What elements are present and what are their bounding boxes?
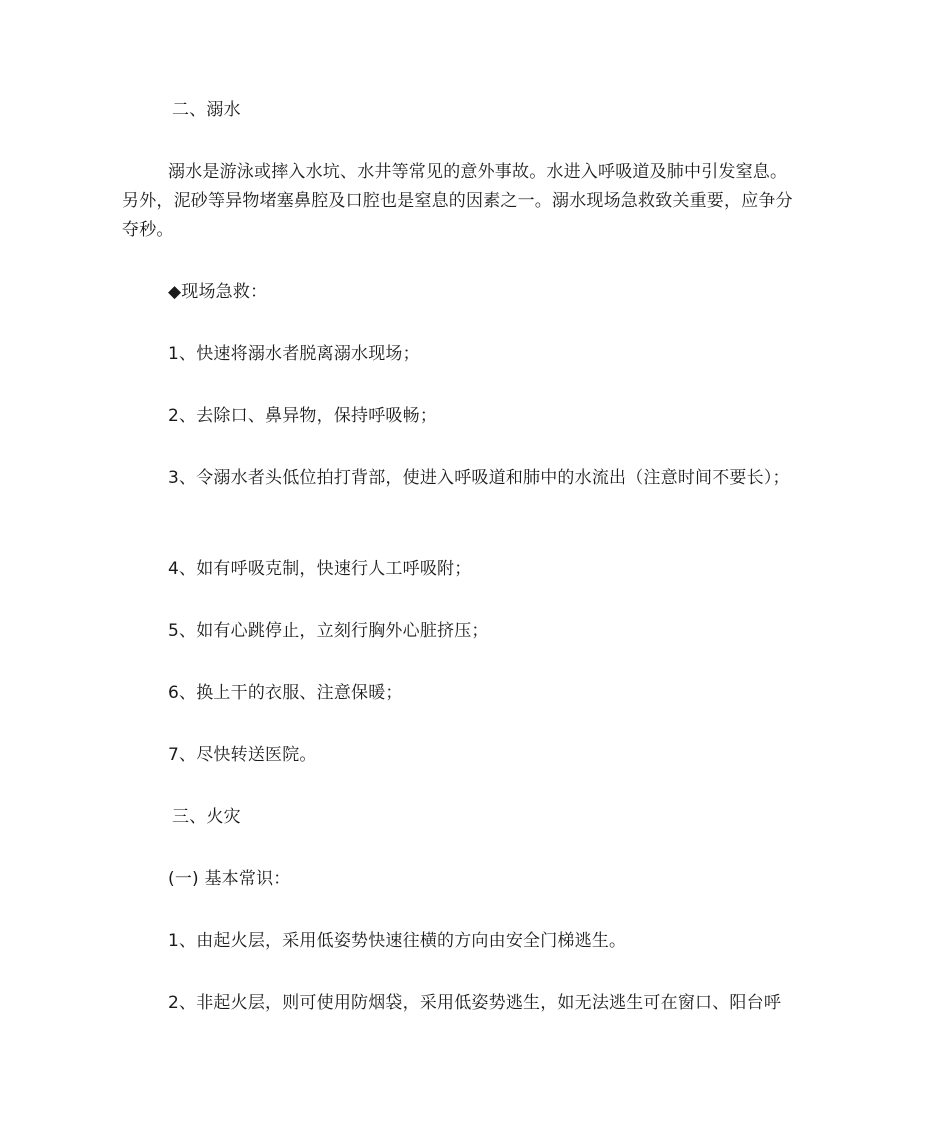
- first-aid-label: ◆现场急救：: [168, 282, 268, 302]
- intro-line-2: 另外，泥砂等异物堵塞鼻腔及口腔也是窒息的因素之一。溺水现场急救致关重要，应争分: [122, 191, 793, 211]
- intro-line-3: 夺秒。: [122, 220, 174, 240]
- step-item: 7、尽快转送医院。: [168, 745, 317, 765]
- step-item: 4、如有呼吸克制，快速行人工呼吸附；: [168, 559, 472, 579]
- step-item: 6、换上干的衣服、注意保暖；: [168, 683, 403, 703]
- fire-item: 1、由起火层，采用低姿势快速往横的方向由安全门梯逃生。: [168, 931, 627, 951]
- section-heading-fire: 三、火灾: [172, 807, 241, 827]
- step-item: 1、快速将溺水者脱离溺水现场；: [168, 344, 420, 364]
- step-item: 2、去除口、鼻异物，保持呼吸畅；: [168, 406, 438, 426]
- basic-knowledge-label: (一) 基本常识：: [168, 869, 291, 889]
- step-item: 3、令溺水者头低位拍打背部，使进入呼吸道和肺中的水流出（注意时间不要长）；: [168, 468, 790, 488]
- intro-line-1: 溺水是游泳或摔入水坑、水井等常见的意外事故。水进入呼吸道及肺中引发窒息。: [168, 162, 788, 182]
- section-heading-drowning: 二、溺水: [172, 100, 241, 120]
- fire-item: 2、非起火层，则可使用防烟袋，采用低姿势逃生，如无法逃生可在窗口、阳台呼: [168, 993, 782, 1013]
- step-item: 5、如有心跳停止，立刻行胸外心脏挤压；: [168, 621, 489, 641]
